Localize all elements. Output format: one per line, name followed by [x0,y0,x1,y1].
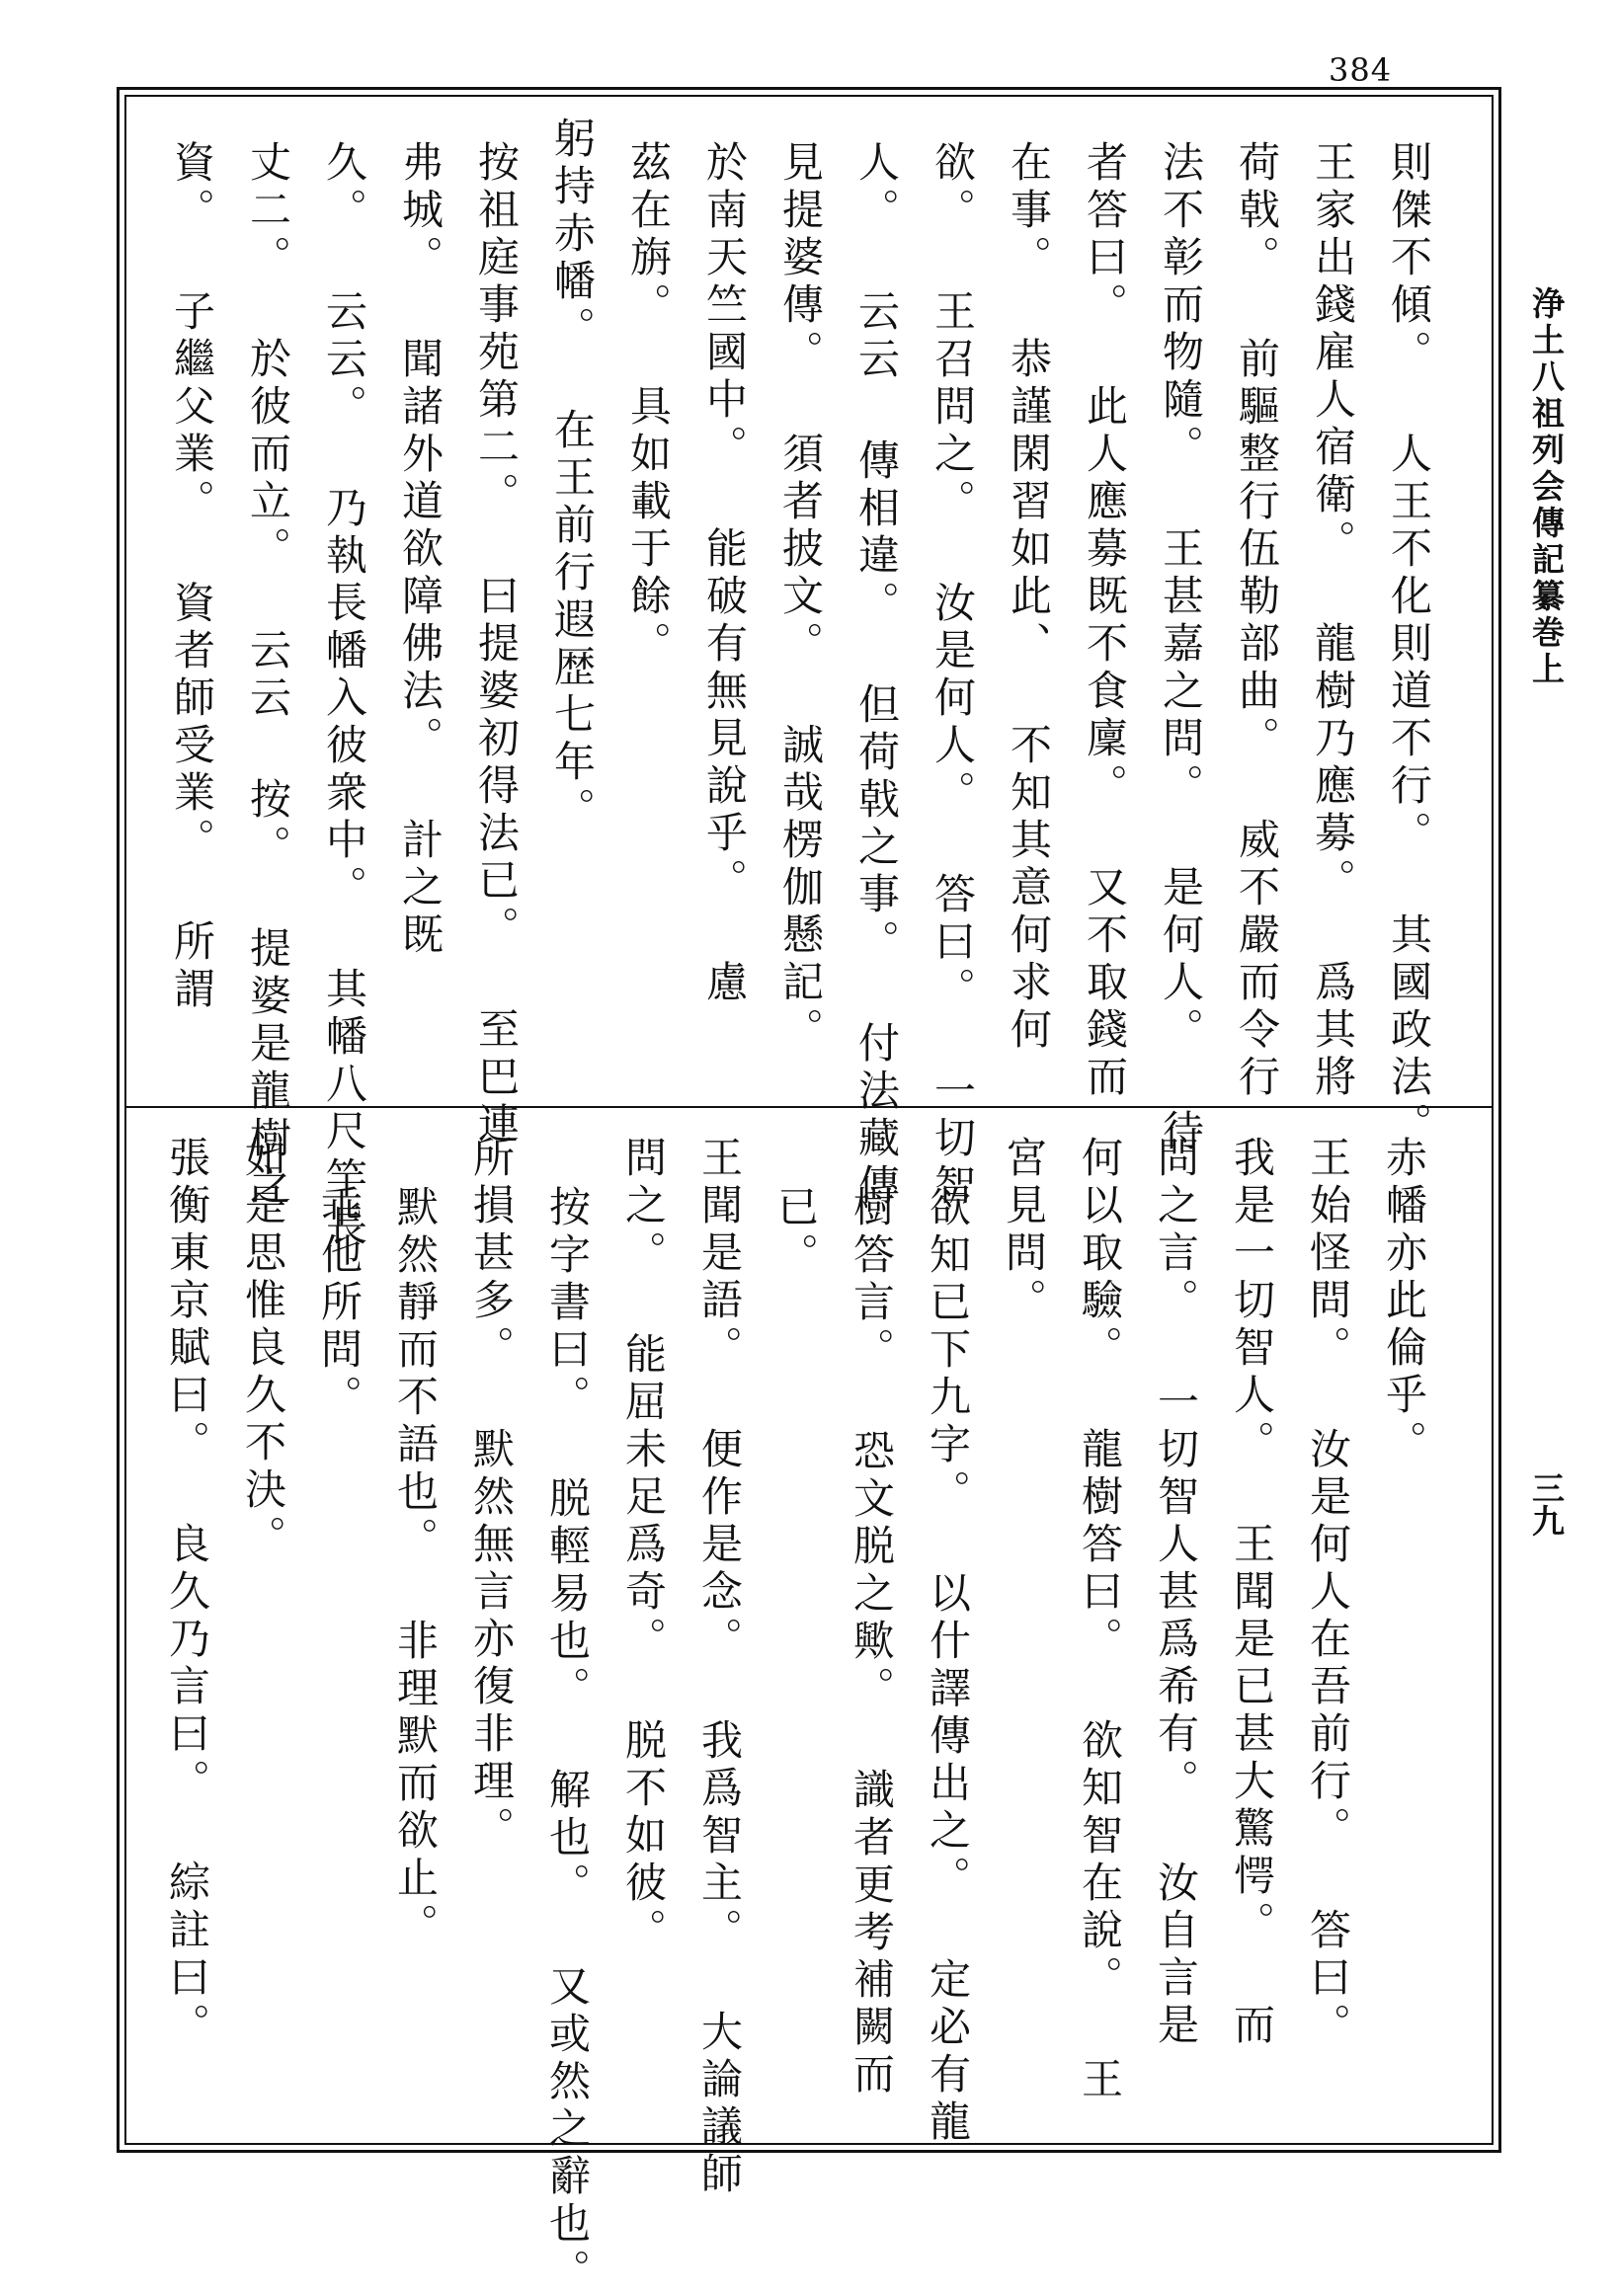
upper-column-10: 於南天竺國中。 能破有無見說乎。 慮 [700,140,749,1007]
running-title: 浄土八祖列会傳記纂巻上 [1527,286,1566,688]
lower-column-10: 王聞是語。 便作是念。 我爲智主。 大論議師 [695,1136,744,2199]
lower-column-2: 王始怪問。 汝是何人在吾前行。 答曰。 [1304,1136,1352,2050]
lower-column-4: 問之言。 一切智人甚爲希有。 汝自言是 [1152,1136,1200,2050]
upper-column-15: 久。 云云。 乃執長幡入彼衆中。 其幡八尺竿長 [320,140,368,1251]
lower-column-8: 樹答言。 恐文脱之歟。 識者更考補闕而 [848,1185,896,2099]
upper-column-16: 丈二。 於彼而立。 云云 按。 提婆是龍樹之 [244,140,292,1211]
lower-column-6: 宮見問。 [1000,1136,1048,1325]
lower-column-7: 欲知已下九字。 以什譯傳出之。 定必有龍 [924,1185,972,2147]
upper-column-11: 茲在旃。 具如載于餘。 [624,140,673,669]
upper-column-17: 資。 子繼父業。 資者師受業。 所謂 [168,140,216,1014]
lower-column-17: 張衡東京賦曰。 良久乃言曰。 綜註曰。 [163,1136,211,2050]
lower-column-12: 按字書曰。 脱輕易也。 解也。 又或然之辭也。 [543,1185,592,2296]
upper-column-8: 人。 云云 傳相違。 但荷戟之事。 付法藏傳 [852,140,901,1211]
lower-column-13: 所損甚多。 默然無言亦復非理。 [467,1136,516,1854]
upper-column-6: 在事。 恭謹閑習如此、 不知其意何求何 [1005,140,1053,1055]
upper-column-12: 躬持赤幡。 在王前行遐歴七年。 [548,117,597,834]
lower-column-16: 如是思惟良久不決。 [239,1136,287,1562]
upper-column-9: 見提婆傳。 須者披文。 誠哉楞伽懸記。 [776,140,825,1055]
upper-column-13: 按祖庭事苑第二。 曰提婆初得法已。 至巴連 [472,140,521,1149]
lower-column-14: 默然靜而不語也。 非理默而欲止。 [391,1185,440,1950]
lower-column-3: 我是一切智人。 王聞是已甚大驚愕。 而 [1228,1136,1276,2050]
upper-column-4: 法不彰而物隨。 王甚嘉之問。 是何人。 待 [1157,140,1205,1156]
upper-column-1: 則傑不傾。 人王不化則道不行。 其國政法。 [1385,140,1433,1149]
lower-column-11: 問之。 能屈未足爲奇。 脱不如彼。 [619,1136,668,1955]
lower-column-9: 已。 [771,1185,820,1280]
lower-column-15: 乖他所問。 [315,1185,364,1422]
upper-column-5: 者答曰。 此人應募既不食廩。 又不取錢而 [1081,140,1129,1102]
upper-column-3: 荷戟。 前驅整行伍勒部曲。 威不嚴而令行 [1233,140,1281,1102]
lower-column-5: 何以取驗。 龍樹答曰。 欲知智在說。 王 [1076,1136,1124,2104]
upper-column-7: 欲。 王召問之。 汝是何人。 答曰。 一切智 [929,140,977,1211]
upper-column-2: 王家出錢雇人宿衛。 龍樹乃應募。 爲其將 [1309,140,1357,1102]
upper-column-14: 弗城。 聞諸外道欲障佛法。 計之既 [396,140,445,960]
folio-number: 三九 [1527,1471,1566,1537]
page-number: 384 [1329,51,1393,89]
lower-column-1: 赤幡亦此倫乎。 [1380,1136,1428,1467]
